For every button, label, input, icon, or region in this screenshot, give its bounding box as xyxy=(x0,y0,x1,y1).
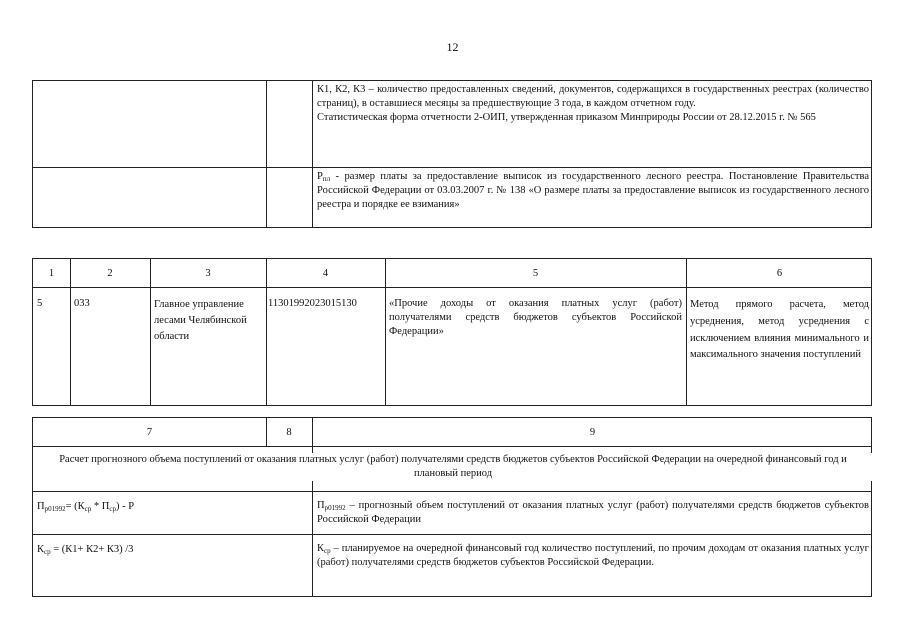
sources-row-2-text xyxy=(313,168,873,229)
income-row-method: Метод прямого расчета, метод усреднения, метод усреднения с исключением влияния минимального и максимального значения поступлений xyxy=(690,299,869,361)
forecast-description: $П_{р01992}$ – прогнозный объем поступлений от оказания платных услуг (работ) получателями средств бюджетов субъектов Российской Федерации xyxy=(317,500,869,526)
income-header-5: 5 xyxy=(532,268,539,279)
income-header-4: 4 xyxy=(322,268,329,279)
calc-header-9: 9 xyxy=(589,427,596,438)
forecast-formula: $П_{р01992}= (К_{ср} * П_{ср}) - Р$ xyxy=(33,498,266,516)
fee-definition-text: - размер платы за предоставление выписок из государственного лесного реестра. Постановление Правительства Российской Федерации от 03.03.2007 г. № 138 «О размере платы за предоставление выписок из государственного лесного реестра и порядке ее взимания» xyxy=(317,171,869,211)
calc-header-8: 8 xyxy=(286,427,292,438)
income-table xyxy=(32,258,872,406)
fee-symbol-subscript: пл xyxy=(322,175,331,183)
calculation-caption: Расчет прогнозного объема поступлений от оказания платных услуг (работ) получателями средств бюджетов субъектов Российской Федерации на очередной финансовый год и плановый период xyxy=(33,453,873,481)
average-description: $К_{ср}$ – планируемое на очередной финансовый год количество поступлений, по прочим доходам от оказания платных услуг (работ) получателями средств бюджетов субъектов Российской Федерации. xyxy=(317,543,869,569)
income-row-kbk: 11301992023015130 xyxy=(268,298,357,309)
income-header-2: 2 xyxy=(107,268,113,279)
k-definition-text: К1, К2, К3 – количество предоставленных сведений, документов, содержащихся в государственных реестрах (количество страниц), в оставшиеся месяцы за предшествующие 3 года, в каждом отчетном году. xyxy=(317,84,869,109)
statistical-form-text: Статистическая форма отчетности 2-ОИП, утвержденная приказом Минприроды России от 28.12.2015 г. № 565 xyxy=(317,111,816,123)
income-header-1: 1 xyxy=(48,268,55,279)
income-row-name: «Прочие доходы от оказания платных услуг (работ) получателями средств бюджетов субъектов Российской Федерации» xyxy=(389,298,682,337)
income-header-6: 6 xyxy=(776,268,783,279)
fee-symbol: Р xyxy=(317,171,323,182)
sources-row-1-text xyxy=(313,81,873,167)
income-header-3: 3 xyxy=(205,268,211,279)
page-number: 12 xyxy=(446,40,459,54)
income-row-number: 5 xyxy=(37,298,43,309)
income-row-administrator: Главное управление лесами Челябинской области xyxy=(154,299,247,342)
income-row-code: 033 xyxy=(74,298,90,309)
sources-table xyxy=(32,80,872,228)
calculation-table xyxy=(32,417,872,597)
calc-header-7: 7 xyxy=(146,427,153,438)
average-formula: $К_{ср} = (К1+ К2+ К3)$ /3 xyxy=(33,541,266,559)
